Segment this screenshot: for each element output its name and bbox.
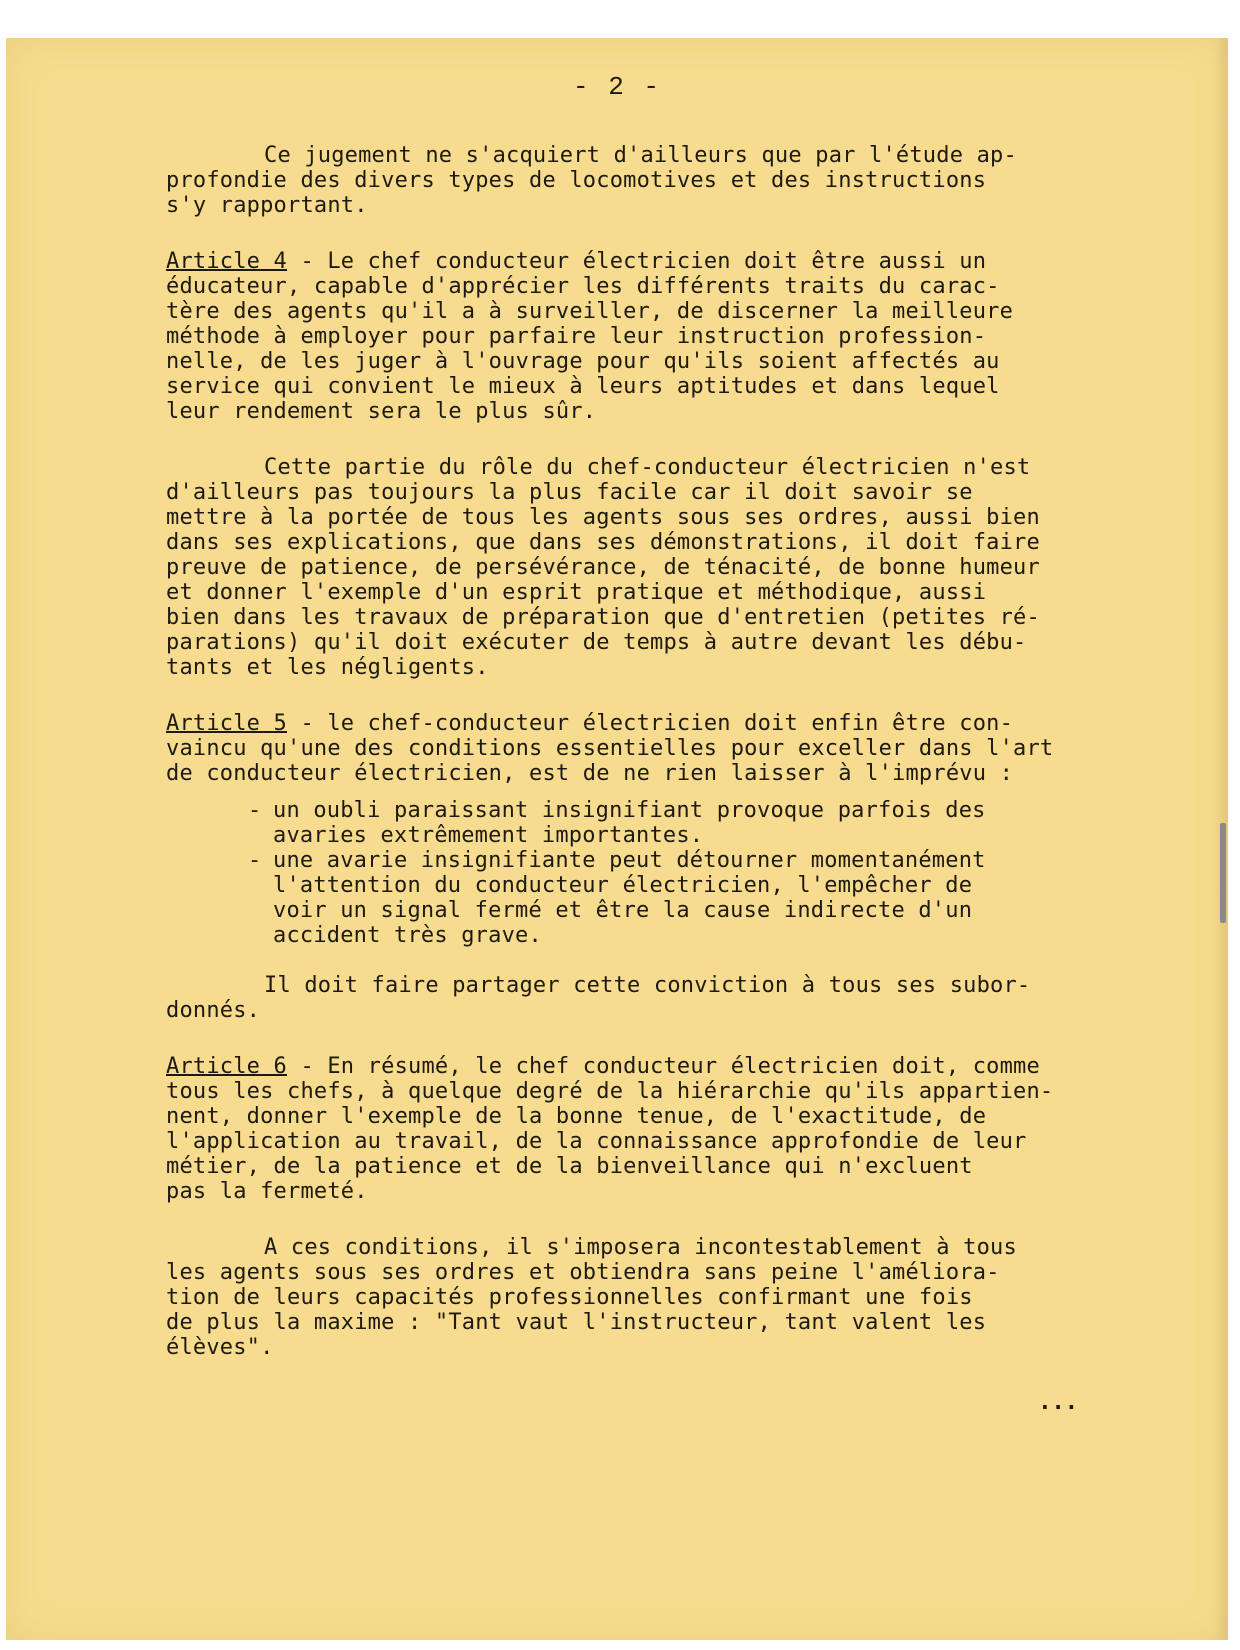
- text-line: tous les chefs, à quelque degré de la hiérarchie qu'ils appartien-: [166, 1079, 1054, 1104]
- text-line: élèves".: [166, 1335, 274, 1360]
- article-4: [166, 249, 1146, 424]
- paragraph-conclusion: [166, 1235, 1146, 1360]
- text-line: et donner l'exemple d'un esprit pratique et méthodique, aussi: [166, 580, 987, 605]
- text-line: Il doit faire partager cette conviction à tous ses subor-: [264, 973, 1031, 998]
- article-label: Article 6: [166, 1054, 288, 1079]
- article-6: [166, 1054, 1146, 1204]
- article-label: Article 5: [166, 711, 288, 736]
- text-line: l'attention du conducteur électricien, l'empêcher de: [273, 873, 973, 898]
- article-heading-text: - le chef-conducteur électricien doit enfin être con-: [287, 711, 1014, 736]
- text-line: parations) qu'il doit exécuter de temps à autre devant les débu-: [166, 630, 1027, 655]
- text-line: une avarie insignifiante peut détourner momentanément: [273, 848, 986, 873]
- article-heading-line: [166, 249, 1146, 274]
- text-line: tants et les négligents.: [166, 655, 489, 680]
- text-line: un oubli paraissant insignifiant provoque parfois des: [273, 798, 986, 823]
- text-line: s'y rapportant.: [166, 193, 368, 218]
- continuation-mark: ...: [1038, 1390, 1078, 1415]
- text-line: tion de leurs capacités professionnelles confirmant une fois: [166, 1285, 973, 1310]
- bullet-text: [273, 798, 1146, 848]
- text-line: d'ailleurs pas toujours la plus facile car il doit savoir se: [166, 480, 973, 505]
- list-item: [248, 848, 1146, 948]
- text-line: nelle, de les juger à l'ouvrage pour qu'ils soient affectés au: [166, 349, 1000, 374]
- text-line: Ce jugement ne s'acquiert d'ailleurs que par l'étude ap-: [264, 143, 1017, 168]
- binding-clip-mark: [1220, 823, 1226, 923]
- paper-sheet: [6, 38, 1228, 1640]
- text-line: méthode à employer pour parfaire leur instruction profession-: [166, 324, 987, 349]
- text-line: Cette partie du rôle du chef-conducteur électricien n'est: [264, 455, 1031, 480]
- text-line: de conducteur électricien, est de ne rien laisser à l'imprévu :: [166, 761, 1014, 786]
- text-line: A ces conditions, il s'imposera incontestablement à tous: [264, 1235, 1017, 1260]
- paragraph-role: [166, 455, 1146, 680]
- article-heading-line: [166, 711, 1146, 736]
- article-label: Article 4: [166, 249, 288, 274]
- text-line: voir un signal fermé et être la cause indirecte d'un: [273, 898, 973, 923]
- text-line: accident très grave.: [273, 923, 542, 948]
- text-line: preuve de patience, de persévérance, de ténacité, de bonne humeur: [166, 555, 1040, 580]
- paragraph-conviction: [166, 973, 1146, 1023]
- text-line: métier, de la patience et de la bienveillance qui n'excluent: [166, 1154, 973, 1179]
- text-line: de plus la maxime : "Tant vaut l'instructeur, tant valent les: [166, 1310, 987, 1335]
- article-heading-text: - Le chef conducteur électricien doit être aussi un: [287, 249, 987, 274]
- text-line: donnés.: [166, 998, 261, 1023]
- text-line: vaincu qu'une des conditions essentielles pour exceller dans l'art: [166, 736, 1054, 761]
- document-body: [166, 143, 1146, 1391]
- text-line: avaries extrêmement importantes.: [273, 823, 704, 848]
- text-line: mettre à la portée de tous les agents sous ses ordres, aussi bien: [166, 505, 1040, 530]
- text-line: les agents sous ses ordres et obtiendra sans peine l'améliora-: [166, 1260, 1000, 1285]
- text-line: tère des agents qu'il a à surveiller, de discerner la meilleure: [166, 299, 1014, 324]
- page-number: - 2 -: [572, 72, 661, 102]
- bullet-dash: -: [248, 798, 262, 823]
- text-line: l'application au travail, de la connaissance approfondie de leur: [166, 1129, 1027, 1154]
- text-line: service qui convient le mieux à leurs aptitudes et dans lequel: [166, 374, 1000, 399]
- text-line: bien dans les travaux de préparation que d'entretien (petites ré-: [166, 605, 1040, 630]
- bullet-list: [248, 798, 1146, 948]
- text-line: éducateur, capable d'apprécier les différents traits du carac-: [166, 274, 1000, 299]
- article-heading-line: [166, 1054, 1146, 1079]
- text-line: pas la fermeté.: [166, 1179, 368, 1204]
- text-line: leur rendement sera le plus sûr.: [166, 399, 597, 424]
- bullet-dash: -: [248, 848, 262, 873]
- bullet-text: [273, 848, 1146, 948]
- text-line: nent, donner l'exemple de la bonne tenue, de l'exactitude, de: [166, 1104, 987, 1129]
- list-item: [248, 798, 1146, 848]
- article-heading-text: - En résumé, le chef conducteur électricien doit, comme: [287, 1054, 1040, 1079]
- text-line: dans ses explications, que dans ses démonstrations, il doit faire: [166, 530, 1040, 555]
- paragraph-intro: [166, 143, 1146, 218]
- article-5: [166, 711, 1146, 786]
- text-line: profondie des divers types de locomotives et des instructions: [166, 168, 987, 193]
